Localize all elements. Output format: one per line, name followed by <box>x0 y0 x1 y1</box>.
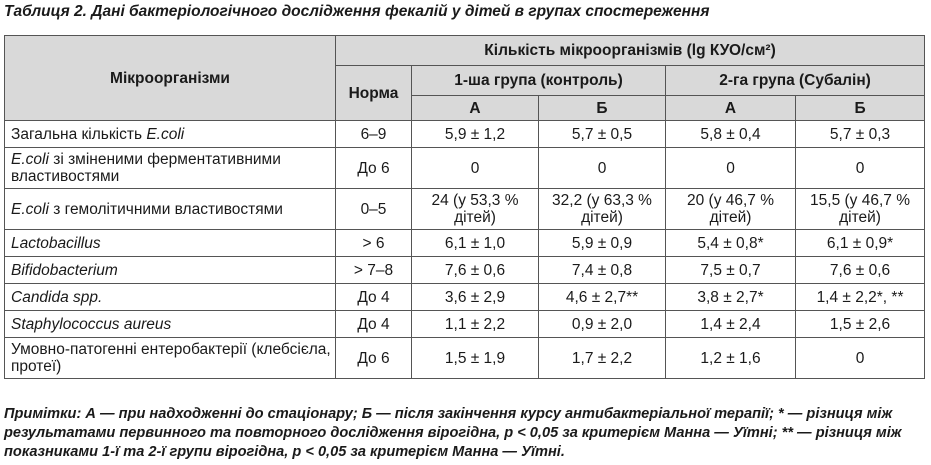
name-italic-part: Lactobacillus <box>11 234 101 252</box>
group1-b-cell: 5,9 ± 0,9 <box>539 230 666 257</box>
group2-b-cell: 1,5 ± 2,6 <box>796 311 925 338</box>
group1-a-cell: 24 (у 53,3 % дітей) <box>412 189 539 230</box>
group1-b-cell: 32,2 (у 63,3 % дітей) <box>539 189 666 230</box>
header-group1-a: А <box>412 96 539 121</box>
table-row <box>5 284 925 311</box>
header-group1: 1-ша група (контроль) <box>412 66 666 96</box>
norma-cell: > 7–8 <box>336 257 412 284</box>
microorganism-name <box>5 284 336 311</box>
group1-b-cell: 4,6 ± 2,7** <box>539 284 666 311</box>
group2-a-cell: 0 <box>666 148 796 189</box>
group2-a-cell: 1,2 ± 1,6 <box>666 338 796 379</box>
group2-b-cell: 0 <box>796 148 925 189</box>
microorganism-name <box>5 338 336 379</box>
name-part: Умовно-патогенні ентеробактерії (клебсієла, протеї) <box>11 341 331 375</box>
name-italic-part: Candida spp. <box>11 288 103 306</box>
header-microorganisms: Мікроорганізми <box>5 36 336 121</box>
group2-b-cell: 6,1 ± 0,9* <box>796 230 925 257</box>
group2-b-cell: 0 <box>796 338 925 379</box>
table-row <box>5 230 925 257</box>
header-group2-b: Б <box>796 96 925 121</box>
group1-b-cell: 7,4 ± 0,8 <box>539 257 666 284</box>
norma-cell: До 6 <box>336 338 412 379</box>
table-row <box>5 148 925 189</box>
microorganism-name <box>5 189 336 230</box>
table-notes: Примітки: А — при надходженні до стаціонару; Б — після закінчення курсу антибактеріальної терапії; * — різниця між результатами первинного та повторного дослідження вірогідна, p < 0,05 за критерієм Манна — Уїтні; ** — різниця між показниками 1-ї та 2-ї групи вірогідна, p < 0,05 за критерієм Манна — Уїтні. <box>4 406 902 460</box>
group1-a-cell: 6,1 ± 1,0 <box>412 230 539 257</box>
data-table <box>4 35 925 379</box>
group1-a-cell: 1,1 ± 2,2 <box>412 311 539 338</box>
group2-a-cell: 7,5 ± 0,7 <box>666 257 796 284</box>
group1-a-cell: 1,5 ± 1,9 <box>412 338 539 379</box>
group2-b-cell: 15,5 (у 46,7 % дітей) <box>796 189 925 230</box>
table-header <box>5 36 925 121</box>
group2-b-cell: 7,6 ± 0,6 <box>796 257 925 284</box>
group1-b-cell: 0,9 ± 2,0 <box>539 311 666 338</box>
group2-a-cell: 5,4 ± 0,8* <box>666 230 796 257</box>
table-row <box>5 338 925 379</box>
table-body <box>5 121 925 379</box>
group2-b-cell: 1,4 ± 2,2*, ** <box>796 284 925 311</box>
name-italic-part: E.coli <box>11 200 49 218</box>
group1-a-cell: 3,6 ± 2,9 <box>412 284 539 311</box>
group2-a-cell: 20 (у 46,7 % дітей) <box>666 189 796 230</box>
group1-b-cell: 0 <box>539 148 666 189</box>
table-row <box>5 121 925 148</box>
norma-cell: > 6 <box>336 230 412 257</box>
header-quantity: Кількість мікроорганізмів (lg КУО/см²) <box>336 36 925 66</box>
norma-cell: До 4 <box>336 311 412 338</box>
group1-a-cell: 0 <box>412 148 539 189</box>
header-group2: 2-га група (Субалін) <box>666 66 925 96</box>
name-italic-part: E.coli <box>146 125 185 143</box>
name-part: зі зміненими ферментативними властивостями <box>11 151 281 185</box>
name-italic-part: Bifidobacterium <box>11 261 118 279</box>
norma-cell: До 6 <box>336 148 412 189</box>
norma-cell: До 4 <box>336 284 412 311</box>
group1-b-cell: 1,7 ± 2,2 <box>539 338 666 379</box>
table-caption: Таблиця 2. Дані бактеріологічного дослідження фекалій у дітей в групах спостереження <box>4 3 710 20</box>
group1-a-cell: 7,6 ± 0,6 <box>412 257 539 284</box>
name-italic-part: E.coli <box>11 151 49 168</box>
header-group1-b: Б <box>539 96 666 121</box>
norma-cell: 6–9 <box>336 121 412 148</box>
microorganism-name <box>5 121 336 148</box>
name-part: Загальна кількість <box>11 125 147 143</box>
group2-b-cell: 5,7 ± 0,3 <box>796 121 925 148</box>
microorganism-name <box>5 230 336 257</box>
header-group2-a: А <box>666 96 796 121</box>
microorganism-name <box>5 257 336 284</box>
group2-a-cell: 3,8 ± 2,7* <box>666 284 796 311</box>
microorganism-name <box>5 148 336 189</box>
name-part: з гемолітичними властивостями <box>48 200 283 218</box>
group1-a-cell: 5,9 ± 1,2 <box>412 121 539 148</box>
group2-a-cell: 1,4 ± 2,4 <box>666 311 796 338</box>
name-italic-part: Staphylococcus aureus <box>11 315 172 333</box>
table-row <box>5 311 925 338</box>
table-row <box>5 257 925 284</box>
header-norma: Норма <box>336 66 412 121</box>
norma-cell: 0–5 <box>336 189 412 230</box>
microorganism-name <box>5 311 336 338</box>
group1-b-cell: 5,7 ± 0,5 <box>539 121 666 148</box>
table-row <box>5 189 925 230</box>
group2-a-cell: 5,8 ± 0,4 <box>666 121 796 148</box>
